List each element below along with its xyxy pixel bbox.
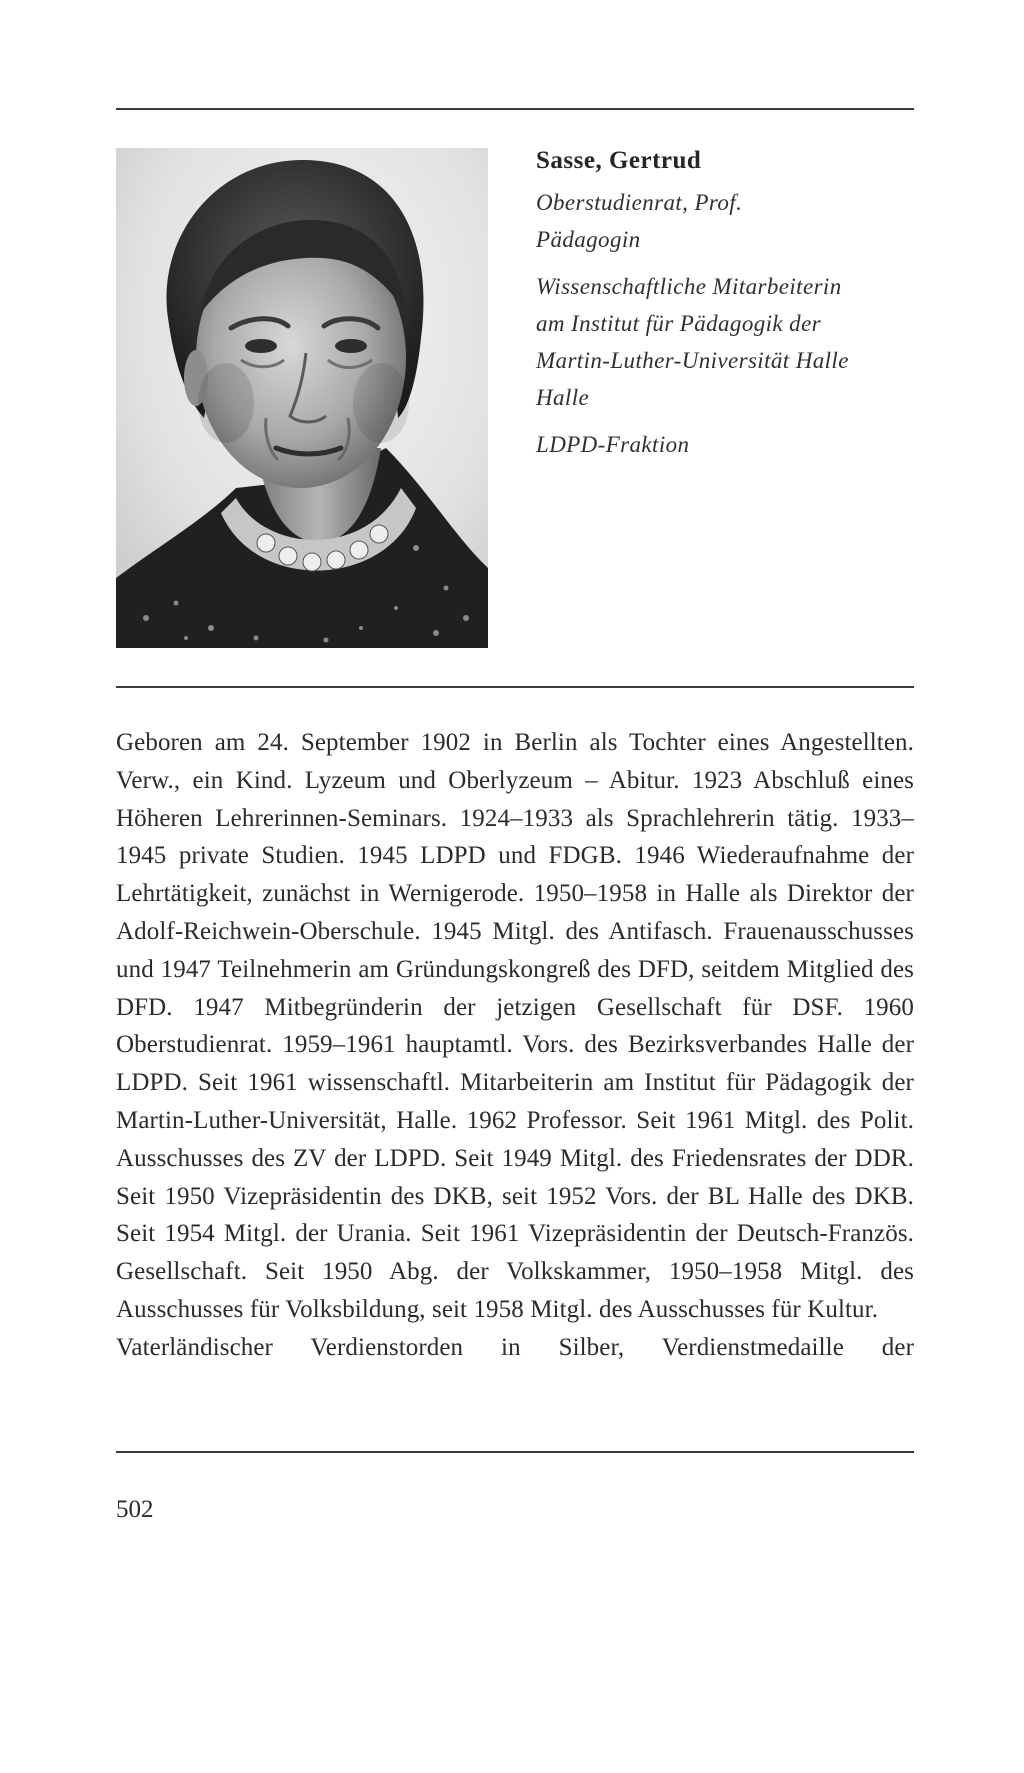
middle-rule — [116, 686, 914, 688]
page-number: 502 — [116, 1496, 154, 1523]
spacer — [536, 416, 916, 426]
position-line: Wissenschaftliche Mitarbeiterin — [536, 274, 842, 299]
entry-header — [536, 144, 916, 463]
portrait-photo — [116, 148, 488, 648]
position-line: am Institut für Pädagogik der — [536, 311, 822, 336]
awards-text: Vaterländischer Verdienstorden in Silber, Verdienstmedaille der — [116, 1333, 914, 1361]
biography-text: Geboren am 24. September 1902 in Berlin als Tochter eines Angestellten. Verw., ein Kind. Lyzeum und Oberlyzeum – Abitur. 1923 Abschluß eines Höheren Lehrerinnen-Seminars. 1924–1933 als Sprachlehrerin tätig. 1933–1945 private Studien. 1945 LDPD und FDGB. 1946 Wiederaufnahme der Lehrtätigkeit, zunächst in Wernigerode. 1950–1958 in Halle als Direktor der Adolf-Reichwein-Oberschule. 1945 Mitgl. des Antifasch. Frauenausschusses und 1947 Teilnehmerin am Gründungskongreß des DFD, seitdem Mitglied des DFD. 1947 Mitbegründerin der jetzigen Gesellschaft für DSF. 1960 Oberstudienrat. 1959–1961 hauptamtl. Vors. des Bezirksverbandes Halle der LDPD. Seit 1961 wissenschaftl. Mitarbeiterin am Institut für Pädagogik der Martin-Luther-Universität, Halle. 1962 Professor. Seit 1961 Mitgl. des Polit. Ausschusses des ZV der LDPD. Seit 1949 Mitgl. des Friedensrates der DDR. Seit 1950 Vizepräsidentin des DKB, seit 1952 Vors. der BL Halle des DKB. Seit 1954 Mitgl. der Urania. Seit 1961 Vizepräsidentin der Deutsch-Französ. Gesellschaft. Seit 1950 Abg. der Volkskammer, 1950–1958 Mitgl. des Ausschusses für Volksbildung, seit 1958 Mitgl. des Ausschusses für Kultur. — [116, 729, 914, 1323]
spacer — [536, 258, 916, 268]
person-faction: LDPD-Fraktion — [536, 432, 690, 457]
person-residence: Halle — [536, 385, 590, 410]
person-title: Oberstudienrat, Prof. — [536, 190, 743, 215]
position-line: Martin-Luther-Universität Halle — [536, 348, 849, 373]
person-profession: Pädagogin — [536, 227, 641, 252]
biography-section — [116, 724, 914, 1367]
bottom-rule — [116, 1451, 914, 1453]
top-rule — [116, 108, 914, 110]
person-name: Sasse, Gertrud — [536, 147, 702, 174]
portrait-image — [116, 148, 488, 648]
